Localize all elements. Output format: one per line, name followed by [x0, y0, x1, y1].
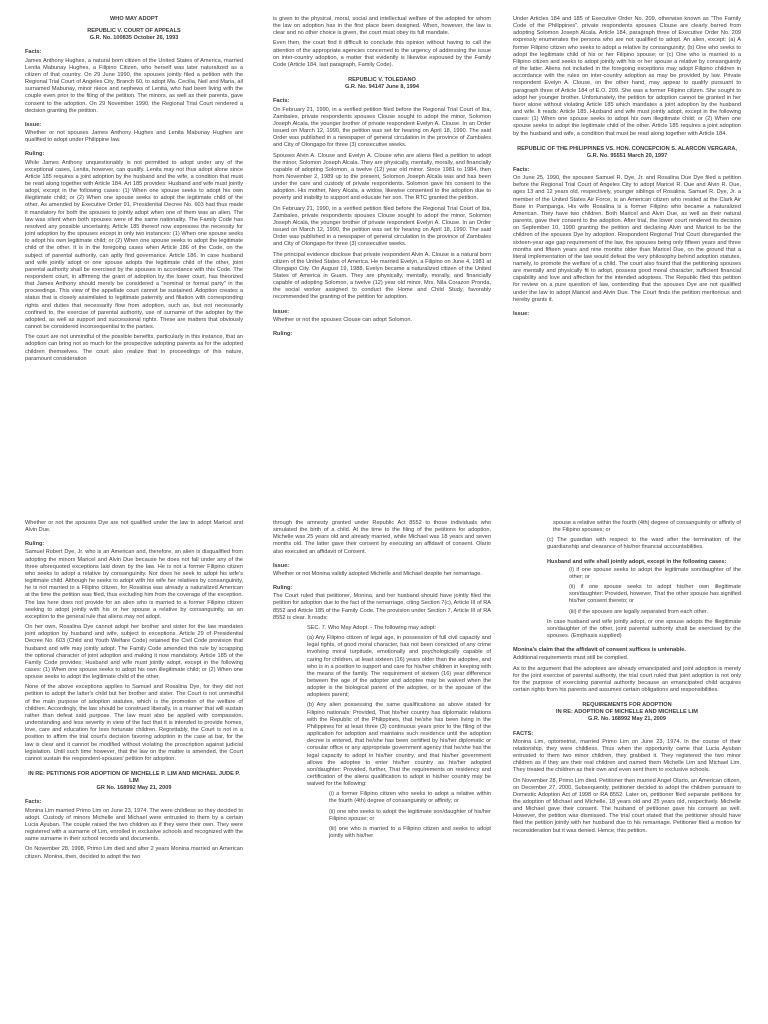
- case-title: IN RE: PETITIONS FOR ADOPTION OF MICHELLE P. LIM AND MICHAEL JUDE P. LIM: [28, 771, 240, 785]
- column-3-top: [513, 16, 741, 468]
- issue-label: Issue:: [25, 121, 42, 128]
- body-text: is given to the physical, moral, social and intellectual welfare of the adopted for whom the law on adoption has in the first place been designed. When, however, the law is clear and no other choice is given, the court must obey its full mandate.: [273, 16, 491, 37]
- facts-text: James Anthony Hughes, a natural born citizen of the United States of America, married Lenita Mabunay Hughes, a Filipino Citizen, who herself was later naturalized as a citizen of that country. On 29 June 1990, the spouses jointly filed a petition with the Regional Trial Court of Angeles City, Branch 60, to adopt Ma. Cecilia, Neil and Maria, all surnamed Mabunay, minor niece and nephews of Lenita, who had been living with the couple even prior to the filing of the petition. The minors, as well as their parents, gave consent to the adoption. On 29 November 1990, the Regional Trial Court rendered a decision granting the petition.: [25, 57, 243, 114]
- facts-text: Spouses Alvin A. Clouse and Evelyn A. Clouse who are aliens filed a petition to adopt the minor, Solomon Joseph Alcala. They are physically, mentally, morally, and financially capable of adopting Solomon, a twelve (12) year old minor. Since 1981 to 1984, then from November 2, 1989 up to the present, Solomon Joseph Alcala was and has been under the care and custody of private respondents. Solomon gave his consent to the adoption. His mother, Nery Alcala, a widow, likewise consented to the adoption due to poverty and inability to support and educate her son. The RTC granted the petition.: [273, 152, 491, 202]
- case-number: G.R. No. 100835 October 26, 1993: [89, 35, 179, 42]
- ruling-text: Samuel Robert Dye, Jr. who is an American and, therefore, an alien is disqualified from adopting the minors Maricel and Alvin Due because he does not fall under any of the three aforequoted exceptions laid down by the law. He is not a former Filipino citizen who seeks to adopt a relative by consanguinity. Nor does he seek to adopt his wife's legitimate child. Although he seeks to adopt with his wife her relatives by consanguinity, he is not married to a Filipino citizen, for Rosalina was already a naturalized American at the time the petition was filed, thus excluding him from the coverage of the exception. The law here does not provide for an alien who is married to a former Filipino citizen seeking to adopt jointly with his or her spouse a relative by consanguinity, as an exception to the general rule that aliens may not adopt.: [25, 549, 243, 620]
- section-heading: REQUIREMENTS FOR ADOPTION: [582, 702, 672, 709]
- column-3-bottom: [513, 520, 741, 1010]
- case-number: GR No. 168992 May 21, 2009: [96, 785, 172, 792]
- ruling-text: Under Articles 184 and 185 of Executive Order No. 209, otherwise known as "The Family Code of the Philippines", private respondents spouses Clouse are clearly barred from adopting Solomon Joseph Alcala. Article 184, paragraph three of Executive Order No. 209 expressly enumerates the persons who are not qualified to adopt. An alien, except: (a) A former Filipino citizen who seeks to adopt a relative by consanguinity; (b) One who seeks to adopt the legitimate child of his or her Filipino spouse; or (c) One who is married to a Filipino citizen and seeks to adopt jointly with his or her spouse a relative by consanguinity of the latter. Aliens not included in the foregoing exceptions may adopt Filipino children in accordance with the rules on inter-country adoption as may be provided by law. Private respondent Evelyn A. Clouse, on the other hand, may appear to qualify pursuant to paragraph three of Article 184 of E.O. 209. She was a former Filipino citizen. She sought to adopt her younger brother. Unfortunately, the petition for adoption cannot be granted in her favor alone without violating Article 185 which mandates a joint adoption by the husband and wife. It reads: Article 185. Husband and wife must jointly adopt, except in the following cases: (1) When one spouse seeks to adopt his own illegitimate child; or (2) When one spouse seeks to adopt the legitimate child of the other. Article 185 requires a joint adoption by the husband and wife, a condition that must be read along together with Article 184.: [513, 16, 741, 137]
- ruling-text: The court are not unmindful of the possible benefits, particularly in this instance, that an adoption can bring not so much for the prospective adopting parents as for the adopted children themselves. The court also realize that in proceedings of this nature, paramount consideration: [25, 334, 243, 362]
- case-title: REPUBLIC V. COURT OF APPEALS: [87, 28, 181, 35]
- facts-text: The principal evidence disclose that private respondent Alvin A. Clouse is a natural born citizen of the United States of America. He married Evelyn, a Filipino on June 4, 1981 at Olongapo City. On August 19, 1988, Evelyn became a naturalized citizen of the United States of America in Guam. They are physically, mentally, morally, and financially capable of adopting Solomon, a twelve (12) year old minor. Mrs. Nila Corazon Pronda, the social worker assigned to conduct the Home and Child Study, favorably recommended the granting of the petition for adoption.: [273, 251, 491, 301]
- ruling-text: The Court ruled that petitioner, Monina, and her husband should have jointly filed the petition for adoption due to the fact of the remarriage, citing Section 7(c), Article III of RA 8552 and Article 185 of the Family Code. The provision under Section 7, Article III of RA 8552 is clear. It reads:: [273, 593, 491, 621]
- statute-subclause: (iii) one who is married to a Filipino citizen and seeks to adopt jointly with his/her: [329, 825, 491, 840]
- ruling-text: While James Anthony unquestionably is not permitted to adopt under any of the exceptional cases, Lenita, however, can qualify. Lenita may not thus adopt alone since Article 185 requires a joint adoption by the husband and the wife, a condition that must be read along together with Article 184. Art 185 provides: Husband and wife must jointly adopt, except in the following cases: (1) When one spouse seeks to adopt his own illegitimate child; or (2) When one spouse seeks to adopt the legitimate child of the other. As amended by Executive Order 91, Presidential Decree No. 603 had thus made it mandatory for both the spouses to jointly adopt when one of them was an alien. The law was silent when both spouses were of the same nationality. The Family Code has resolved any possible uncertainty. Article 185 thereof now expresses the necessity for joint adoption by the spouses except in only two instances: (1) When one spouse seeks to adopt his own legitimate child; or (2) When one spouse seeks to adopt the legitimate child of the other. It is in the foregoing cases when Article 186 of the Code, on the subject of parental authority, can aptly find governance. Article 186. In case husband and wife jointly adopt or one spouse adopts the legitimate child of the other, joint parental authority shall be exercised by the spouses in accordance with this Code. The respondent court, in affirming the grant of adoption by the lower court, has theorized that James Anthony should merely be considered a "nominal or formal party" in the proceedings. This view of the appellate court cannot be sustained. Adoption creates a status that is closely assimilated to legitimate paternity and filiation with corresponding rights and duties that necessarily flow from adoption, such as, but not necessarily confined to, the exercise of parental authority, use of surname of the adopter by the adopted, as well as support and successional rights. These are matters that obviously cannot be considered inconsequential to the parties.: [25, 159, 243, 331]
- case-number: G.R. No. 95551 March 20, 1997: [586, 152, 668, 159]
- facts-text: On November 28, Primo Lim died. Petitioner then married Angel Olario, an American citizen, on December 27, 2000. Subsequently, petitioner decided to adopt the children pursuant to Domestic Adoption Act of 1998 or RA 8552. Later on, petitioner filed separate petitions for the adoption of Michael and Michelle, 18 years old and 25 years old, respectively. Michelle and Michael gave their consent. The husband of petitioner gave his consent as well. However, the petition was dismissed. The trial court stated that the petitioner should have filed the petition jointly with her husband due to his remarriage. Petitioner filed a motion for reconsideration but it was denied. Hence, this petition.: [513, 777, 741, 834]
- statute-clause: (a) Any Filipino citizen of legal age, in possession of full civil capacity and legal rights, of good moral character, has not been convicted of any crime involving moral turpitude, emotionally and psychologically capable of caring for children, at least sixteen (16) years older than the adoptee, and who is in a position to support and care for his/her children in keeping with the means of the family. The requirement of sixteen (16) year difference between the age of the adopter and adoptee may be waived when the adopter is the biological parent of the adoptee, or is the spouse of the adoptees parent;: [307, 635, 491, 699]
- column-1-top: [25, 16, 243, 468]
- statute-clause: In case husband and wife jointly adopt, or one spouse adopts the illegitimate son/daughter of the other, joint parental authority shall be exercised by the spouses. (Emphasis supplied): [547, 618, 741, 640]
- ruling-text: None of the above exceptions applies to Samuel and Rosalina Dye, for they did not petition to adopt the latter's child but her brother and sister. The Court is not unmindful of the main purpose of adoption statutes, which is the promotion of the welfare of children. Accordingly, the law should be construed liberally, in a manner that will sustain rather than defeat said purpose. The law must also be applied with compassion, understanding and less severity in view of the fact that it is intended to provide homes, love, care and education for less fortunate children. Regrettably, the Court is not in a position to affirm the trial court's decision favoring adoption in the case at bar, for the law is clear and it cannot be modified without violating the proscription against judicial legislation. Until such time however, that the law on the matter is amended, the Court cannot sustain the respondent-spouses' petition for adoption.: [25, 684, 243, 762]
- statute-subclause: (iii) if the spouses are legally separated from each other.: [569, 608, 708, 615]
- facts-label: Facts:: [273, 98, 290, 105]
- issue-text: Whether or not the spouses Dye are not qualified under the law to adopt Maricel and Alvin Due.: [25, 520, 243, 534]
- statute-subclause: (i) a former Filipino citizen who seeks to adopt a relative within the fourth (4th) degree of consanguinity or affinity; or: [329, 791, 491, 805]
- ruling-text: On her own, Rosalina Dye cannot adopt her brother and sister for the law mandates joint adoption by husband and wife, subject to exceptions. Article 29 of Presidential Decree No. 603 (Child and Youth Welfare Code) retained the Civil Code provision that husband and wife may jointly adopt. The Family Code amended this rule by scrapping the optional character of joint adoption and making it now mandatory. Article 185 of the Family Code provides: Husband and wife must jointly adopt, except in the following cases: (1) When one spouse seeks to adopt his own illegitimate child; or (2) When one spouse seeks to adopt the legitimate child of the other.: [25, 624, 243, 681]
- case-number: G.R. No. 168992 May 21, 2009: [587, 716, 667, 723]
- case-title: REPUBLIC OF THE PHILIPPINES VS. HON. CONCEPCION S. ALARCON VERGARA,: [517, 145, 737, 152]
- issue-text: Whether or not Monina validly adopted Michelle and Michael despite her remarriage.: [273, 570, 482, 577]
- facts-label: FACTS:: [513, 730, 534, 737]
- ruling-label: Ruling:: [25, 151, 45, 158]
- facts-text: On February 21, 1990, in a verified petition filed before the Regional Trial Court of Iba, Zambales, private respondents spouses Clouse sought to adopt the minor, Solomon Joseph Alcala, the younger brother of private respondent Evelyn A. Clouse. In an Order issued on March 12, 1990, the petition was set for hearing on April 18, 1990. The said Order was published in a newspaper of general circulation in the province of Zambales and City of Olongapo for three (3) consecutive weeks.: [273, 106, 491, 149]
- facts-text: On February 21, 1990, in a verified petition filed before the Regional Trial Court of Iba, Zambales, private respondents spouses Clouse sought to adopt the minor, Solomon Joseph Alcala, the younger brother of private respondent Evelyn A. Clouse. In an Order issued on March 12, 1990, the petition was set for hearing on April 18, 1990. The said Order was published in a newspaper of general circulation in the province of Zambales and City of Olongapo for three (3) consecutive weeks.: [273, 205, 491, 248]
- case-title: REPUBLIC V. TOLEDANO: [348, 77, 416, 84]
- issue-text: Whether or not spouses James Anthony Hughes and Lenita Mabunay Hughes are qualified to adopt under Philippine law.: [25, 130, 243, 144]
- statute-subclause: (i) if one spouse seeks to adopt the legitimate son/daughter of the other; or: [569, 566, 741, 580]
- statute-subclause: (ii) one who seeks to adopt the legitimate son/daughter of his/her Filipino spouse; or: [329, 808, 491, 822]
- issue-label: Issue:: [273, 308, 290, 315]
- issue-label: Issue:: [513, 310, 530, 317]
- statute-clause: (c) The guardian with respect to the ward after the termination of the guardianship and clearance of his/her financial accountabilities.: [547, 537, 741, 551]
- facts-text: Monina Lim married Primo Lim on June 23, 1974. The were childless so they decided to adopt. Custody of minors Michelle and Michael were entrusted to them by a certain Lucia Ayuban. The couple raised the two children as if they were their own. They were registered with a surname of Lim, enrolled in exclusive schools and recognized with the same surname in their school records and documents.: [25, 807, 243, 843]
- facts-label: Facts:: [25, 49, 42, 56]
- case-number: G.R. No. 94147 June 8, 1994: [345, 84, 419, 91]
- claim-text: Additional requirements must still be complied.: [513, 655, 629, 662]
- statute-subclause: spouse a relative within the fourth (4th) degree of consanguinity or affinity of the Filipino spouses; or: [553, 520, 741, 534]
- section-heading: WHO MAY ADOPT: [110, 16, 158, 22]
- body-text: through the amnesty granted under Republic Act 8552 to those individuals who simulated the birth of a child. At the time to the filing of the petitions for adoption, Michelle was 25 years old and already married, while Michael was 18 years and seven months old. The latter gave their consent by executing an affidavit of consent. Olario also executed an affidavit of Consent.: [273, 520, 491, 555]
- ruling-label: Ruling:: [273, 330, 293, 337]
- issue-label: Issue:: [273, 562, 290, 569]
- facts-label: Facts:: [513, 166, 530, 173]
- column-2-top: [273, 16, 491, 468]
- statute-subclause: (ii) if one spouse seeks to adopt his/her own illegitimate son/daughter: Provided, however, That the other spouse has signified his/her consent thereto; or: [569, 584, 741, 605]
- claim-text: As to the argument that the adoptees are already emancipated and joint adoption is merely for the joint exercise of parental authority, the trial court ruled that joint adoption is not only for the purpose of exercising parental authority because an emancipated child acquires certain rights from his parents and assumes certain obligations and responsibilities.: [513, 665, 741, 693]
- ruling-label: Ruling:: [25, 541, 45, 548]
- issue-text: Whether or not the spouses Clouse can adopt Solomon.: [273, 316, 412, 323]
- column-2-bottom: [273, 520, 491, 1010]
- case-title: IN RE: ADOPTION OF MICHELLE AND MICHELLE LIM: [556, 709, 698, 716]
- facts-text: Monina Lim, optometrist, married Primo Lim on June 23, 1974. In the course of their relationship, they were childless. Thus when the opportunity came that Lucia Ayuban entrusted to them two minor children, they grabbed it. They registered the two minor children as if they are their real children and named them Michelle Lim and Michael Lim. They treated the children as their own and even sent them to exclusive schools.: [513, 738, 741, 774]
- facts-label: Facts:: [25, 799, 42, 806]
- facts-text: On June 25, 1990, the spouses Samuel R. Dye, Jr. and Rosalina Due Dye filed a petition before the Regional Trial Court of Angeles City to adopt Maricel R. Due and Alvin R. Due, ages 13 and 12 years old, respectively, younger siblings of Rosalina. Samuel R. Dye, Jr. a member of the United States Air Force, is an American citizen who resided at the Clark Air Base in Pampanga. His wife Rosalina is a former Filipino who became a naturalized American. They have two children. Both Maricel and Alvin Due, as well as their natural parents, gave their consent to the adoption. After trial, the lower court rendered its decision on September 10, 1990 granting the petition and declaring Alvin and Maricel to be the children of the spouses Dye by adoption. Respondent Regional Trial Court disregarded the sixteen-year age gap requirement of the law, the spouses being only fifteen years and three months and fifteen years and nine months older than Maricel Due, on the ground that a literal implementation of the law would defeat the very philosophy behind adoption statutes, namely, to promote the welfare of a child. The court also found that the petitioning spouses are mentally and physically fit to adopt, possess good moral character, sufficient financial capability and love and affection for the intended adoptees. The Republic filed this petition for review on a pure question of law, contending that the spouses Dye are not qualified under the law to adopt Maricel and Alvin Due. The Court finds the petition meritorious and hereby grants it.: [513, 175, 741, 303]
- facts-text: On November 28, 1998, Primo Lim died and after 2 years Monina married an American citizen. Monina, then, decided to adopt the two: [25, 846, 243, 860]
- body-text: Even then, the court find it difficult to conclude this opinion without having to call the attention of the appropriate agencies concerned to the urgency of addressing the issue on inter-country adoption, a matter that evidently is likewise espoused by the Family Code (Article 184, last paragraph, Family Code).: [273, 40, 491, 68]
- statute-title: SEC. 7. Who May Adopt. - The following may adopt:: [307, 624, 436, 631]
- statute-joint-adoption: Husband and wife shall jointly adopt, except in the following cases:: [547, 558, 727, 565]
- claim-label: Monina's claim that the affidavit of consent suffices is untenable.: [513, 647, 686, 654]
- ruling-label: Ruling:: [273, 585, 293, 592]
- statute-clause: (b) Any alien possessing the same qualifications as above stated for Filipino nationals: Provided, That his/her country has diplomatic relations with the Republic of the Philippines, that he/she has been living in the Philippines for at least three (3) continuous years prior to the filing of the application for adoption and maintains such residence until the adoption decree is entered, that he/she has been certified by his/her diplomatic or consular office or any appropriate government agency that he/she has the legal capacity to adopt in his/her country, and that his/her government allows the adoptee to enter his/her country as his/her adopted son/daughter: Provided, further, That the requirements on residency and certification of the aliens qualification to adopt in his/her country may be waived for the following:: [307, 702, 491, 788]
- column-1-bottom: [25, 520, 243, 1010]
